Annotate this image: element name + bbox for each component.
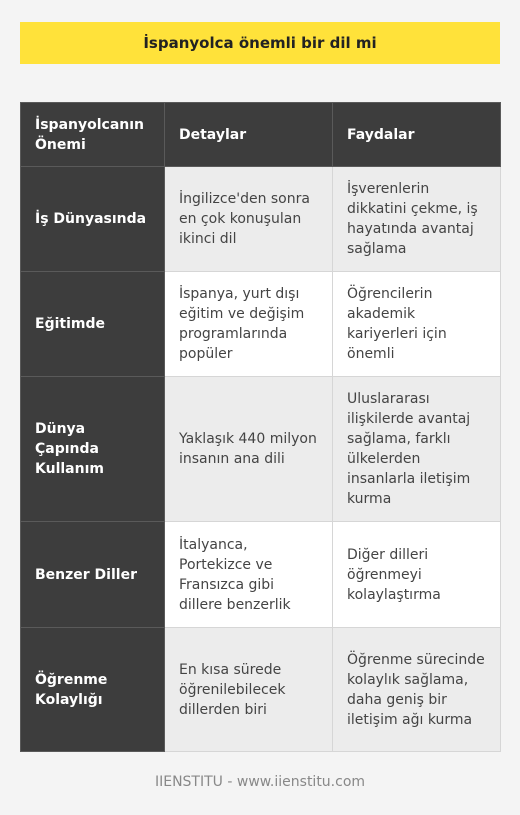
row-details: En kısa sürede öğrenilebilecek dillerden biri bbox=[165, 628, 333, 752]
row-details: İtalyanca, Portekizce ve Fransızca gibi dillere benzerlik bbox=[165, 522, 333, 628]
row-benefits: İşverenlerin dikkatini çekme, iş hayatında avantaj sağlama bbox=[333, 167, 501, 272]
row-details: Yaklaşık 440 milyon insanın ana dili bbox=[165, 377, 333, 522]
header-benefits: Faydalar bbox=[333, 103, 501, 167]
row-benefits: Diğer dilleri öğrenmeyi kolaylaştırma bbox=[333, 522, 501, 628]
table-body bbox=[21, 167, 501, 752]
table-row bbox=[21, 167, 501, 272]
row-aspect: Eğitimde bbox=[21, 272, 165, 377]
table-row bbox=[21, 522, 501, 628]
header-details: Detaylar bbox=[165, 103, 333, 167]
header-row bbox=[21, 103, 501, 167]
row-benefits: Öğrenme sürecinde kolaylık sağlama, daha geniş bir iletişim ağı kurma bbox=[333, 628, 501, 752]
row-benefits: Öğrencilerin akademik kariyerleri için önemli bbox=[333, 272, 501, 377]
row-aspect: Öğrenme Kolaylığı bbox=[21, 628, 165, 752]
footer-credit: IIENSTITU - www.iienstitu.com bbox=[154, 774, 366, 790]
header-aspect: İspanyolcanın Önemi bbox=[21, 103, 165, 167]
table-row bbox=[21, 272, 501, 377]
row-details: İspanya, yurt dışı eğitim ve değişim programlarında popüler bbox=[165, 272, 333, 377]
table-header bbox=[21, 103, 501, 167]
row-aspect: İş Dünyasında bbox=[21, 167, 165, 272]
row-details: İngilizce'den sonra en çok konuşulan ikinci dil bbox=[165, 167, 333, 272]
row-benefits: Uluslararası ilişkilerde avantaj sağlama, farklı ülkelerden insanlarla iletişim kurma bbox=[333, 377, 501, 522]
table-row bbox=[21, 628, 501, 752]
table-row bbox=[21, 377, 501, 522]
row-aspect: Dünya Çapında Kullanım bbox=[21, 377, 165, 522]
page-title: İspanyolca önemli bir dil mi bbox=[143, 34, 377, 52]
row-aspect: Benzer Diller bbox=[21, 522, 165, 628]
importance-table bbox=[20, 102, 501, 752]
title-banner bbox=[20, 22, 500, 64]
